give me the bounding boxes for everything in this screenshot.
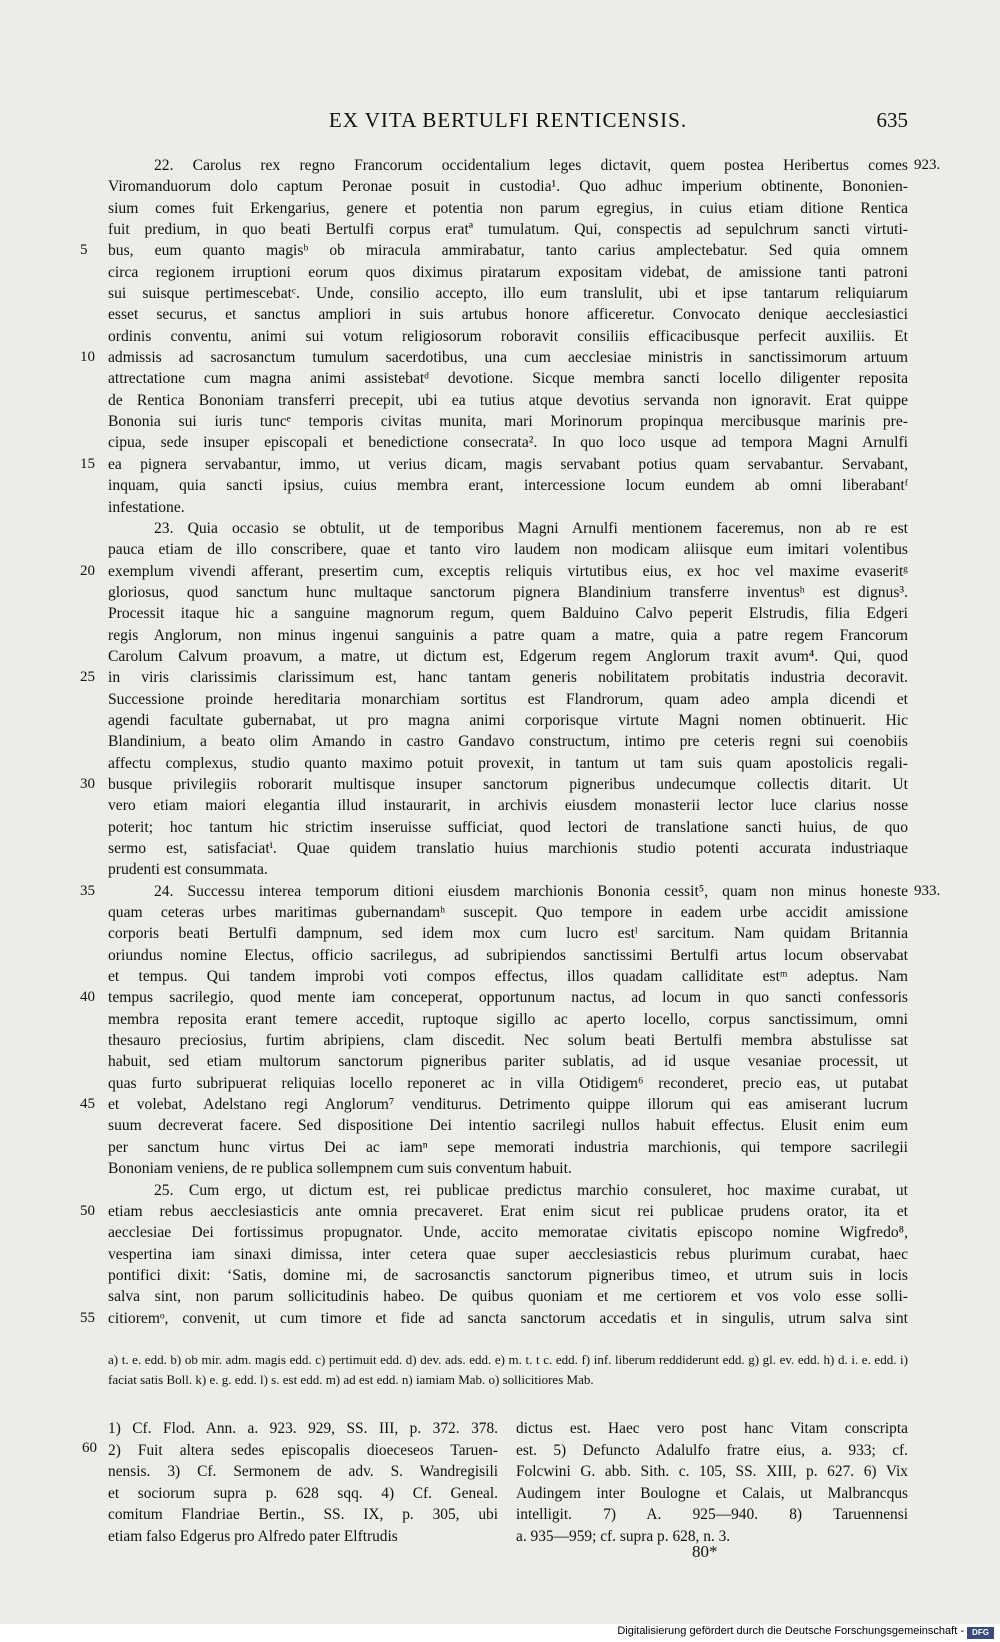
note-text: et sociorum supra p. 628 sqq. 4) Cf. Geneal. xyxy=(108,1484,498,1502)
text-line xyxy=(108,283,908,304)
text-line xyxy=(80,881,941,902)
line-text: inquam, quia sancti ipsius, cuius membra erant, intercessione locum eundem ab omni liberabantᶠ xyxy=(108,477,908,495)
text-line xyxy=(108,155,941,176)
text-line xyxy=(80,454,908,475)
text-line xyxy=(108,625,908,646)
line-number: 10 xyxy=(80,349,95,366)
line-text: vero etiam maiori elegantia illud instaurarit, in archivis eiusdem monasterii lector luce clarius nosse xyxy=(108,797,908,815)
line-text: attrectatione cum magna animi assistebatᵈ devotione. Sicque membra sancti locello diligenter reposita xyxy=(108,370,908,388)
line-text: bus, eum quanto magisᵇ ob miracula ammirabatur, tanto carius amplectebatur. Sed quia omnem xyxy=(108,242,908,260)
line-text: regis Anglorum, non minus ingenui sanguinis a patre quam a matre, quia a patre regem Francorum xyxy=(108,626,908,644)
text-line xyxy=(108,497,908,518)
line-number: 30 xyxy=(80,775,95,792)
line-text: infestatione. xyxy=(108,498,185,516)
text-line xyxy=(108,1158,908,1179)
line-number: 55 xyxy=(80,1309,95,1326)
line-text: Processit itaque hic a sanguine magnorum regum, quem Balduino Calvo peperit Elstrudis, filia Edgeri xyxy=(108,605,908,623)
signature-mark: 80* xyxy=(692,1542,718,1561)
note-text: 2) Fuit altera sedes episcopalis dioeceseos Taruen- xyxy=(108,1441,498,1459)
line-text: Blandinium, a beato olim Amando in castro Gandavo constructum, intimo pre ceteris regni sui coenobiis xyxy=(108,733,908,751)
line-text: 23. Quia occasio se obtulit, ut de temporibus Magni Arnulfi mentionem faceremus, non ab re est xyxy=(154,519,908,537)
line-text: fuit predium, in quo beati Bertulfi corpus eratª tumulatum. Qui, conspectis ad sepulchrum sancti virtuti- xyxy=(108,221,908,239)
notes-left-column xyxy=(108,1418,498,1547)
text-line xyxy=(108,1222,908,1243)
note-text: Audingem inter Boulogne et Calais, ut Malbrancqus xyxy=(516,1484,908,1502)
text-line xyxy=(108,902,908,923)
line-text: aecclesiae Dei fortissimus propugnator. Unde, accito memoratae civitatis episcopo nomine Wigfredo⁸, xyxy=(108,1224,908,1242)
note-text: dictus est. Haec vero post hanc Vitam conscripta xyxy=(516,1420,908,1437)
text-line xyxy=(108,838,908,859)
text-line xyxy=(108,304,908,325)
text-line xyxy=(108,753,908,774)
margin-year: 923. xyxy=(914,157,941,173)
line-text: Bononia sui iuris tuncᵉ temporis civitas munita, mari Morinorum propinqua mercibusque marinis pre- xyxy=(108,413,908,431)
line-text: sui suisque pertimescebatᶜ. Unde, consilio accepto, illo eum translulit, ubi et ipse tantarum reliquiarum xyxy=(108,285,908,303)
line-text: pontifici dixit: ‘Satis, domine mi, de sacrosanctis sanctorum pigneribus timeo, et utrum suis in locis xyxy=(108,1266,908,1284)
text-line xyxy=(108,475,908,496)
note-line xyxy=(516,1418,908,1440)
text-line xyxy=(108,1009,908,1030)
line-text: cipua, sede insuper episcopali et benedictione consecrata². In quo loco usque ad tempora Magni Arnulfi xyxy=(108,434,908,452)
notes-right-column xyxy=(516,1418,908,1547)
line-text: Viromanduorum dolo captum Peronae posuit in custodia¹. Quo adhuc imperium obtinente, Bononien- xyxy=(108,178,908,196)
note-line xyxy=(108,1504,498,1526)
text-line xyxy=(108,219,908,240)
text-line xyxy=(108,1030,908,1051)
note-line xyxy=(516,1483,908,1505)
text-line xyxy=(108,390,908,411)
line-text: admissis ad sacrosanctum tumulum sacerdotibus, una cum aecclesiae ministris in sanctissimorum artuum xyxy=(108,349,908,367)
line-number: 35 xyxy=(80,882,95,899)
line-text: habuit, sed etiam multorum sanctorum pigneribus pariter sublatis, ad id usque vesaniae processit, ut xyxy=(108,1053,908,1071)
line-text: poterit; hoc tantum hic strictim inseruisse sufficiat, quod lectori de translatione sancti huius, de quo xyxy=(108,818,908,836)
line-text: agendi facultate gubernabat, ut pro magna animi corporisque virtute Magni nomen obtinuerit. Hic xyxy=(108,711,908,729)
text-line xyxy=(108,1180,908,1201)
running-title: EX VITA BERTULFI RENTICENSIS. xyxy=(328,108,688,132)
note-line xyxy=(516,1504,908,1526)
line-number: 15 xyxy=(80,455,95,472)
line-text: affectu complexus, studio quanto maximo potuit provexit, in tantum ut tam suis quam apostolicis regali- xyxy=(108,754,908,772)
line-text: membra reposita erant temere accedit, ruptoque sigillo ac aperto locello, corpus sanctissimum, omni xyxy=(108,1010,908,1028)
text-line xyxy=(108,923,908,944)
text-line xyxy=(108,817,908,838)
line-text: busque privilegiis roborarit multisque insuper sanctorum pigneribus undecumque collectis ditarit. Ut xyxy=(108,775,908,793)
text-line xyxy=(80,240,908,261)
line-text: vespertina iam sinaxi dimissa, inter cetera quae super aecclesiasticis rebus plurimum curabat, haec xyxy=(108,1245,908,1263)
line-text: pauca etiam de illo conscribere, quae et tanto viro laudem non modicam aliisque eum imitari volentibus xyxy=(108,541,908,559)
text-line xyxy=(108,731,908,752)
text-line xyxy=(108,1265,908,1286)
line-text: de Rentica Bononiam transferri precepit, ubi ea tutius atque devotius servanda non ignoravit. Erat quippe xyxy=(108,391,908,409)
line-number: 45 xyxy=(80,1096,95,1113)
note-line xyxy=(108,1418,498,1440)
note-line xyxy=(108,1483,498,1505)
line-text: citioremᵒ, convenit, ut cum timore et fide ad sancta sanctorum accedatis et in singulis, utrum salva sint xyxy=(108,1309,908,1327)
text-line xyxy=(108,1073,908,1094)
text-line xyxy=(108,432,908,453)
text-line xyxy=(108,945,908,966)
text-line xyxy=(108,689,908,710)
text-line xyxy=(108,262,908,283)
digitization-footer xyxy=(0,1624,1000,1642)
line-text: corporis beati Bertulfi dampnum, sed idem mox cum lucro estˡ sarcitum. Nam quidam Britannia xyxy=(108,925,908,943)
text-line xyxy=(108,710,908,731)
line-text: sium comes fuit Erkengarius, genere et potentia non parum egregius, in cuius etiam ditione Rentica xyxy=(108,199,908,217)
text-line xyxy=(108,1051,908,1072)
note-text: a. 935—959; cf. supra p. 628, n. 3. xyxy=(516,1527,731,1545)
line-text: sermo est, satisfaciatⁱ. Quae quidem translatio huius marchionis studio potenti accurata industriaque xyxy=(108,840,908,857)
line-text: quam ceteras urbes maritimas gubernandamʰ suscepit. Quo tempore in eadem urbe accidit amissione xyxy=(108,904,908,922)
text-line xyxy=(108,582,908,603)
line-text: per sanctum hunc virtus Dei ac iamⁿ sepe memorati industria marchionis, qui tempore sacrilegii xyxy=(108,1138,908,1156)
note-text: est. 5) Defuncto Adalulfo fratre eius, a. 933; cf. xyxy=(516,1441,908,1459)
text-line xyxy=(108,176,908,197)
line-number: 20 xyxy=(80,562,95,579)
line-text: 24. Successu interea temporum ditioni eiusdem marchionis Bononia cessit⁵, quam non minus honeste xyxy=(154,882,908,900)
line-text: salva sint, non parum sollicitudinis habeo. De quibus quoniam et me certiorem et vos volo esse solli- xyxy=(108,1288,908,1306)
text-line xyxy=(80,1201,908,1222)
note-line xyxy=(516,1440,908,1462)
main-text xyxy=(80,155,941,1329)
text-line xyxy=(108,1286,908,1307)
line-text: 25. Cum ergo, ut dictum est, rei publicae predictus marchio consuleret, hoc maxime curabat, ut xyxy=(154,1181,908,1199)
line-text: circa regionem irruptioni eorum quos diximus piratarum expositam videbat, de amissione tanti patroni xyxy=(108,263,908,281)
text-line xyxy=(108,859,908,880)
text-line xyxy=(108,518,908,539)
margin-year: 933. xyxy=(914,882,941,899)
text-line xyxy=(80,1308,908,1329)
note-text: intelligit. 7) A. 925—940. 8) Taruennensi xyxy=(516,1506,908,1523)
text-line xyxy=(108,966,908,987)
text-line xyxy=(108,1137,908,1158)
note-line xyxy=(108,1526,498,1548)
line-text: Successione proinde hereditaria monarchiam sortitus est Flandrorum, quam adeo ampla dicendi et xyxy=(108,690,908,708)
text-line xyxy=(80,347,908,368)
dfg-logo: DFG xyxy=(967,1627,994,1639)
text-line xyxy=(108,646,908,667)
text-line xyxy=(80,987,908,1008)
line-number: 40 xyxy=(80,989,95,1006)
text-line xyxy=(108,1244,908,1265)
text-line xyxy=(108,603,908,624)
note-text: comitum Flandriae Bertin., SS. IX, p. 305, ubi xyxy=(108,1506,498,1523)
line-text: gloriosus, quod sanctum hunc multaque sanctorum pignera Blandinium transferre inventusʰ est dignus³. xyxy=(108,583,908,601)
apparatus-text: a) t. e. edd. b) ob mir. adm. magis edd. c) pertimuit edd. d) dev. ads. edd. e) m. t. t c. edd. f) inf. liberum reddiderunt edd. g) gl. ev. edd. h) d. i. e. edd. i) faciat satis Boll. k) e. g. edd. l) s. est edd. m) ad est edd. n) iamiam Mab. o) sollicitiores Mab. xyxy=(108,1352,908,1387)
line-text: suum decreverat facere. Sed dispositione Dei intentio sacrilegi nullos habuit effectus. Elusit enim eum xyxy=(108,1117,908,1135)
line-text: exemplum vivendi afferant, presertim cum, exceptis reliquis virtutibus eius, ex hoc vel maxime evaseritᵍ xyxy=(108,562,908,580)
line-number: 60 xyxy=(82,1439,97,1456)
line-text: ea pignera servabantur, immo, ut verius dicam, magis servabant potius quam servabantur. Servabant, xyxy=(108,455,908,473)
funding-notice: Digitalisierung gefördert durch die Deutsche Forschungsgemeinschaft - xyxy=(617,1625,964,1637)
line-text: Bononiam veniens, de re publica sollempnem cum suis conventum habuit. xyxy=(108,1160,572,1178)
text-line xyxy=(108,198,908,219)
text-line xyxy=(108,539,908,560)
note-line xyxy=(108,1440,498,1462)
line-text: prudenti est consummata. xyxy=(108,861,268,879)
text-line xyxy=(108,411,908,432)
line-text: Carolum Calvum proavum, a matre, ut dictum est, Edgerum regem Anglorum traxit avum⁴. Qui, quod xyxy=(108,647,908,665)
line-text: esset securus, et sanctus ampliori in suis artubus honore afficeretur. Convocato denique aecclesiastici xyxy=(108,306,908,324)
line-text: thesauro preciosius, furtim abripiens, clam discedit. Nec solum beati Bertulfi membra abstulisse sat xyxy=(108,1032,908,1050)
line-text: ordinis conventu, animi sui votum religiosorum roboravit consiliis efficacibusque perfecit auxiliis. Et xyxy=(108,327,908,345)
note-text: Folcwini G. abb. Sith. c. 105, SS. XIII, p. 627. 6) Vix xyxy=(516,1463,908,1480)
line-text: 22. Carolus rex regno Francorum occidentalium leges dictavit, quem postea Heribertus comes xyxy=(154,157,908,174)
note-text: 1) Cf. Flod. Ann. a. 923. 929, SS. III, p. 372. 378. xyxy=(108,1420,498,1437)
line-text: etiam rebus aecclesiasticis ante omnia precaveret. Erat enim sicut rei publicae prudens orator, ita et xyxy=(108,1202,908,1220)
line-text: et volebat, Adelstano regi Anglorum⁷ venditurus. Detrimento quippe illorum qui eas amiserant lucrum xyxy=(108,1096,908,1114)
text-line xyxy=(80,667,908,688)
note-line xyxy=(516,1461,908,1483)
text-line xyxy=(80,1094,908,1115)
critical-apparatus xyxy=(108,1350,908,1390)
line-number: 5 xyxy=(80,242,88,259)
page-number: 635 xyxy=(876,108,908,132)
text-line xyxy=(108,326,908,347)
line-text: tempus sacrilegio, quod mente iam conceperat, opportunum nactus, ad locum in quo sancti confessoris xyxy=(108,989,908,1007)
line-text: quas furto subripuerat reliquias locello reponeret ac in villa Otidigem⁶ reconderet, precio eas, ut putabat xyxy=(108,1074,908,1092)
note-line xyxy=(108,1461,498,1483)
line-text: in viris clarissimis clarissimum est, hanc tantam generis nobilitatem probitatis industria decoravit. xyxy=(108,669,908,687)
text-line xyxy=(108,368,908,389)
note-text: etiam falso Edgerus pro Alfredo pater Elftrudis xyxy=(108,1527,398,1545)
text-line xyxy=(108,1115,908,1136)
line-number: 25 xyxy=(80,669,95,686)
text-line xyxy=(108,795,908,816)
line-text: et tempus. Qui tandem improbi voti compos effectus, illos quadam calliditate estᵐ adeptus. Nam xyxy=(108,968,908,986)
line-number: 50 xyxy=(80,1202,95,1219)
text-line xyxy=(80,561,908,582)
note-text: nensis. 3) Cf. Sermonem de adv. S. Wandregisili xyxy=(108,1463,498,1480)
text-line xyxy=(80,774,908,795)
line-text: oriundus nomine Electus, officio sacrilegus, ad subripiendos sanctissimi Bertulfi artus locum observabat xyxy=(108,946,908,964)
running-header xyxy=(108,108,908,138)
